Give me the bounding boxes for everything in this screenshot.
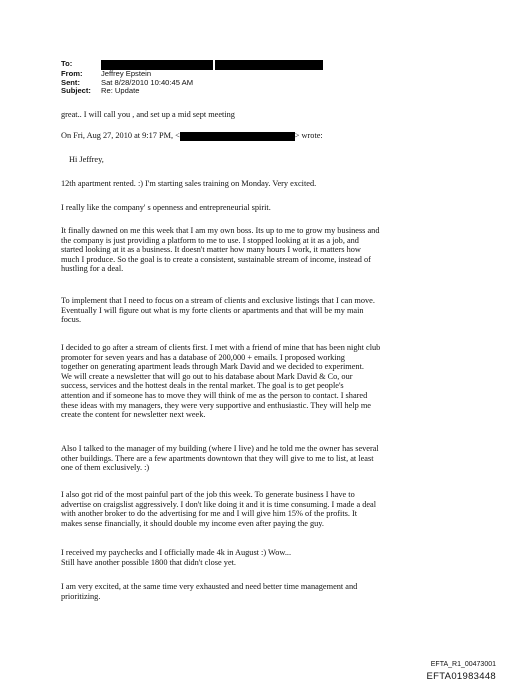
paragraph-3	[61, 226, 462, 274]
sender-redaction	[180, 132, 295, 141]
line: I decided to go after a stream of clients first. I met with a friend of mine that has been night club	[61, 343, 381, 352]
paragraph-4	[61, 296, 462, 325]
line: with another broker to do the advertising for me and I will give him 15% of the profits. It	[61, 509, 358, 519]
line: I am very excited, at the same time very exhausted and need better time management and	[61, 582, 358, 591]
to-label: To:	[61, 59, 73, 68]
quote-suffix: > wrote:	[294, 131, 323, 140]
subject-value: Re: Update	[101, 86, 140, 96]
line: create the content for newsletter next week.	[61, 410, 206, 420]
sent-value: Sat 8/28/2010 10:40:45 AM	[101, 77, 194, 87]
paragraph-9	[61, 582, 462, 601]
from-value: Jeffrey Epstein	[101, 69, 152, 78]
line: 12th apartment rented. :) I'm starting sales training on Monday. Very excited.	[61, 179, 317, 188]
reply-text: great.. I will call you , and set up a mid sept meeting	[61, 110, 235, 119]
line: much I produce. So the goal is to create a consistent, sustainable stream of income, instead of	[61, 254, 371, 264]
line: attention and if someone has to move they will think of me as the person to contact. I shared	[61, 390, 368, 400]
line: I also got rid of the most painful part of the job this week. To generate business I have to	[61, 490, 355, 499]
greeting: Hi Jeffrey,	[69, 155, 104, 164]
footer-ref-1: EFTA_R1_00473001	[430, 661, 496, 668]
email-header	[61, 60, 323, 96]
quote-prefix: On Fri, Aug 27, 2010 at 9:17 PM, <	[61, 131, 180, 140]
line: We will create a newsletter that will go out to his database about Mark David & Co, our	[61, 371, 353, 381]
line: makes sense financially, it should double my income even after paying the guy.	[61, 518, 324, 528]
paragraph-5	[61, 343, 462, 420]
line: success, services and the hottest deals in the rental market. The goal is to get people's	[61, 381, 344, 391]
line: together on generating apartment leads through Mark David and we decided to experiment.	[61, 362, 364, 372]
sent-label: Sent:	[61, 77, 80, 87]
subject-row	[61, 87, 323, 96]
line: other buildings. There are a few apartments downtown that they will give to me to list, at least	[61, 453, 374, 463]
line: started looking at it as a business. It doesn't matter how many hours I work, it matters how	[61, 245, 361, 255]
line: I received my paychecks and I officially made 4k in August :) Wow...	[61, 548, 292, 557]
line: hustling for a deal.	[61, 264, 124, 274]
line: these ideas with my managers, they were very supportive and enthusiastic. They will help me	[61, 400, 371, 410]
line: focus.	[61, 315, 82, 325]
line: To implement that I need to focus on a stream of clients and exclusive listings that I can move.	[61, 296, 375, 305]
paragraph-8	[61, 548, 453, 567]
paragraph-6	[61, 444, 462, 473]
subject-label: Subject:	[61, 86, 91, 96]
footer-ref-2: EFTA01983448	[426, 671, 496, 682]
line: Eventually I will figure out what is my forte clients or apartments and that will be my main	[61, 305, 364, 315]
line: one of them exclusively. :)	[61, 463, 150, 473]
line: prioritizing.	[61, 591, 101, 601]
line: Still have another possible 1800 that didn't close yet.	[61, 557, 237, 567]
paragraph-2	[61, 203, 462, 213]
line: the company is just providing a platform to me to use. I stopped looking at it as a job, and	[61, 235, 359, 245]
from-label: From:	[61, 69, 83, 78]
quote-attribution	[61, 131, 461, 141]
paragraph-7	[61, 490, 462, 528]
paragraph-1	[61, 179, 462, 189]
line: I really like the company' s openness and entrepreneurial spirit.	[61, 203, 271, 212]
line: Also I talked to the manager of my building (where I live) and he told me the owner has several	[61, 444, 379, 453]
line: It finally dawned on me this week that I am my own boss. Its up to me to grow my business and	[61, 226, 380, 235]
line: advertise on craigslist aggressively. I don't like doing it and it is time consuming. I made a deal	[61, 499, 377, 509]
line: promoter for seven years and has a database of 200,000 + emails. I proposed working	[61, 352, 345, 362]
